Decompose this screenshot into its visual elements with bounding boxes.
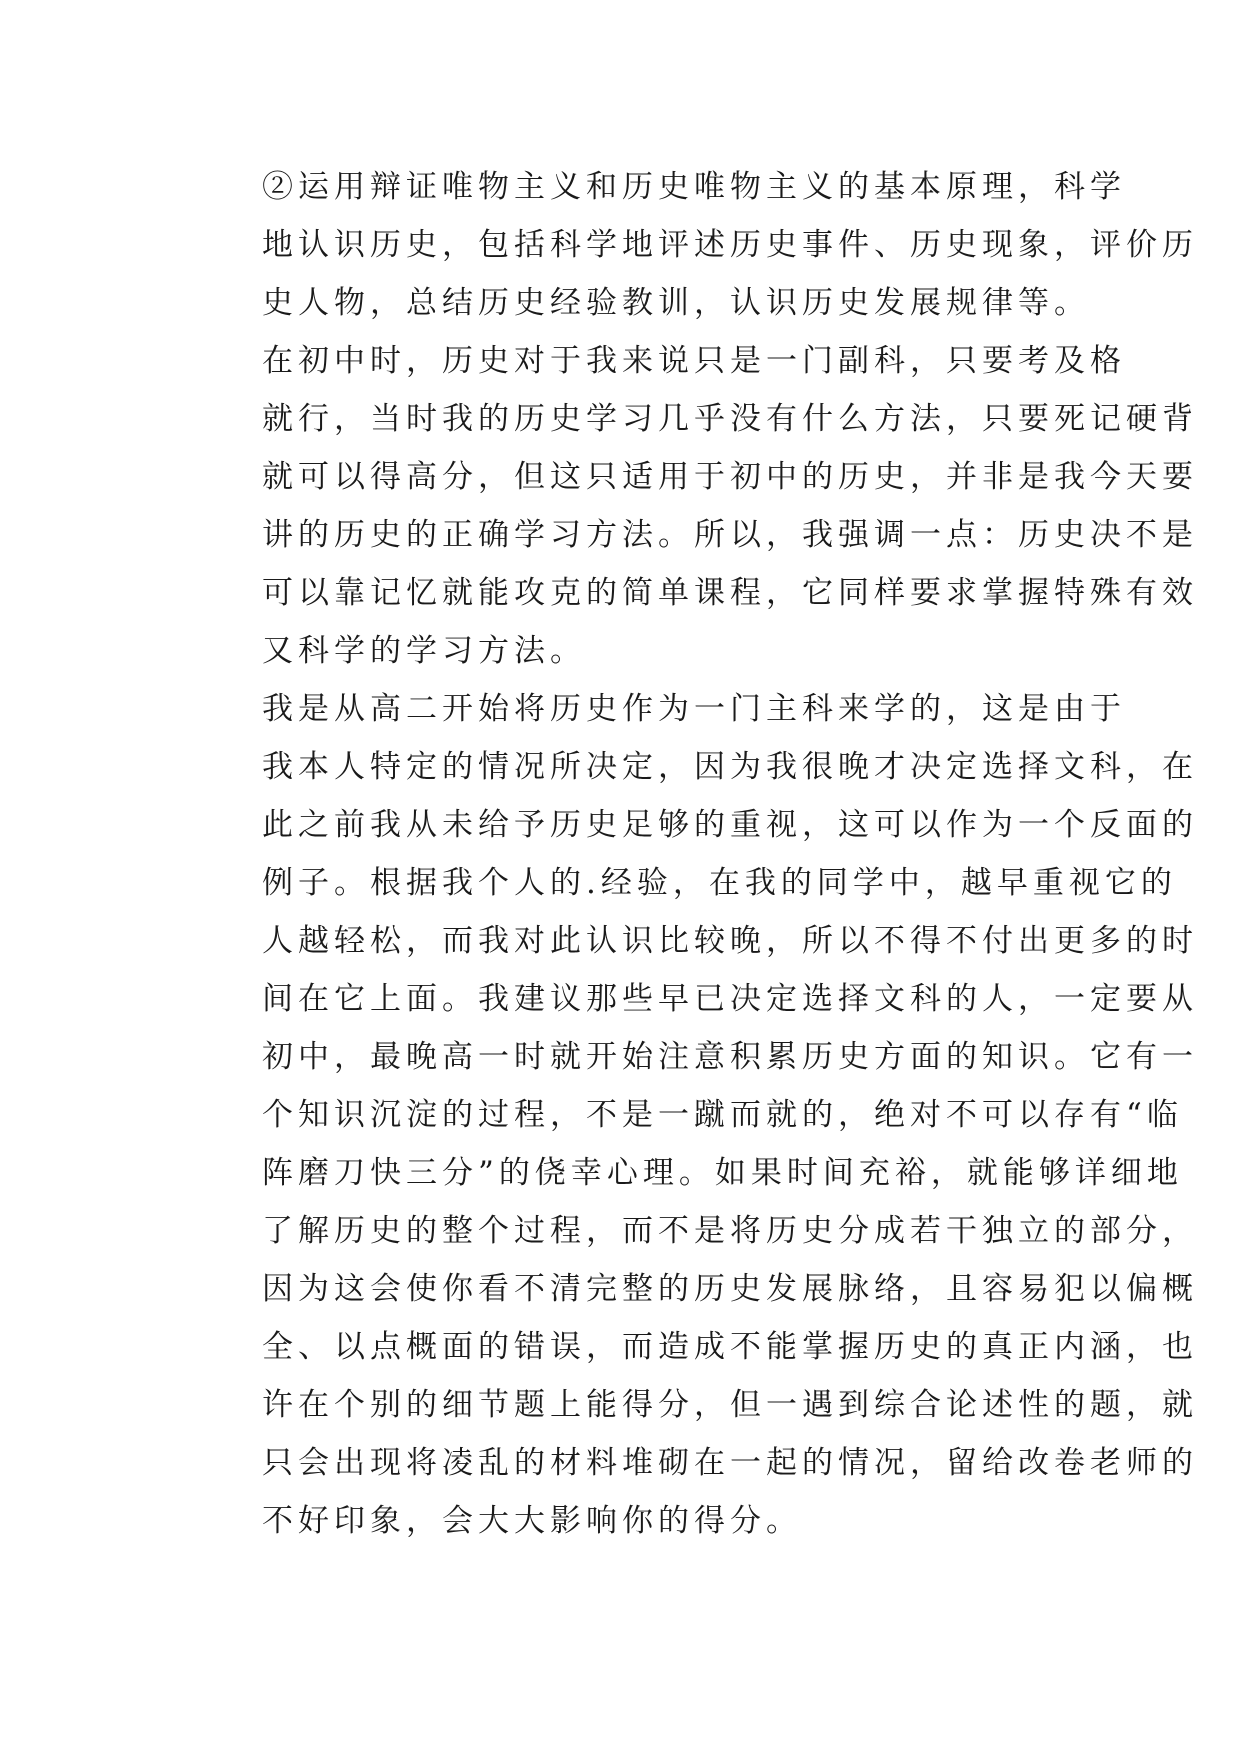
text-line: 讲的历史的正确学习方法。所以，我强调一点：历史决不是 xyxy=(262,517,1198,553)
text-line: 许在个别的细节题上能得分，但一遇到综合论述性的题，就 xyxy=(262,1387,1198,1423)
text-line: 了解历史的整个过程，而不是将历史分成若干独立的部分， xyxy=(262,1213,1198,1249)
paragraph-principles xyxy=(190,158,1198,332)
paragraph-senior-high xyxy=(190,680,1198,1550)
paragraph-junior-high xyxy=(190,332,1198,680)
document-body xyxy=(190,158,1198,1550)
text-line: 因为这会使你看不清完整的历史发展脉络，且容易犯以偏概 xyxy=(262,1271,1198,1307)
text-line: 全、以点概面的错误，而造成不能掌握历史的真正内涵，也 xyxy=(262,1329,1198,1365)
text-line: 可以靠记忆就能攻克的简单课程，它同样要求掌握特殊有效 xyxy=(262,575,1198,611)
text-line: ②运用辩证唯物主义和历史唯物主义的基本原理，科学 xyxy=(262,169,1126,205)
text-line: 我本人特定的情况所决定，因为我很晚才决定选择文科，在 xyxy=(262,749,1198,785)
text-line: 个知识沉淀的过程，不是一蹴而就的，绝对不可以存有“临 xyxy=(262,1097,1183,1133)
text-line: 我是从高二开始将历史作为一门主科来学的，这是由于 xyxy=(262,691,1126,727)
text-line: 人越轻松，而我对此认识比较晚，所以不得不付出更多的时 xyxy=(262,923,1198,959)
text-line: 地认识历史，包括科学地评述历史事件、历史现象，评价历 xyxy=(262,227,1198,263)
text-line: 不好印象，会大大影响你的得分。 xyxy=(262,1503,802,1539)
text-line: 就行，当时我的历史学习几乎没有什么方法，只要死记硬背 xyxy=(262,401,1198,437)
text-line: 初中，最晚高一时就开始注意积累历史方面的知识。它有一 xyxy=(262,1039,1198,1075)
text-line: 史人物，总结历史经验教训，认识历史发展规律等。 xyxy=(262,285,1090,321)
text-line: 就可以得高分，但这只适用于初中的历史，并非是我今天要 xyxy=(262,459,1198,495)
text-line: 在初中时，历史对于我来说只是一门副科，只要考及格 xyxy=(262,343,1126,379)
text-line: 只会出现将凌乱的材料堆砌在一起的情况，留给改卷老师的 xyxy=(262,1445,1198,1481)
text-line: 此之前我从未给予历史足够的重视，这可以作为一个反面的 xyxy=(262,807,1198,843)
text-line: 间在它上面。我建议那些早已决定选择文科的人，一定要从 xyxy=(262,981,1198,1017)
text-line: 阵磨刀快三分”的侥幸心理。如果时间充裕，就能够详细地 xyxy=(262,1155,1183,1191)
text-line: 例子。根据我个人的.经验，在我的同学中，越早重视它的 xyxy=(262,865,1177,901)
text-line: 又科学的学习方法。 xyxy=(262,633,586,669)
